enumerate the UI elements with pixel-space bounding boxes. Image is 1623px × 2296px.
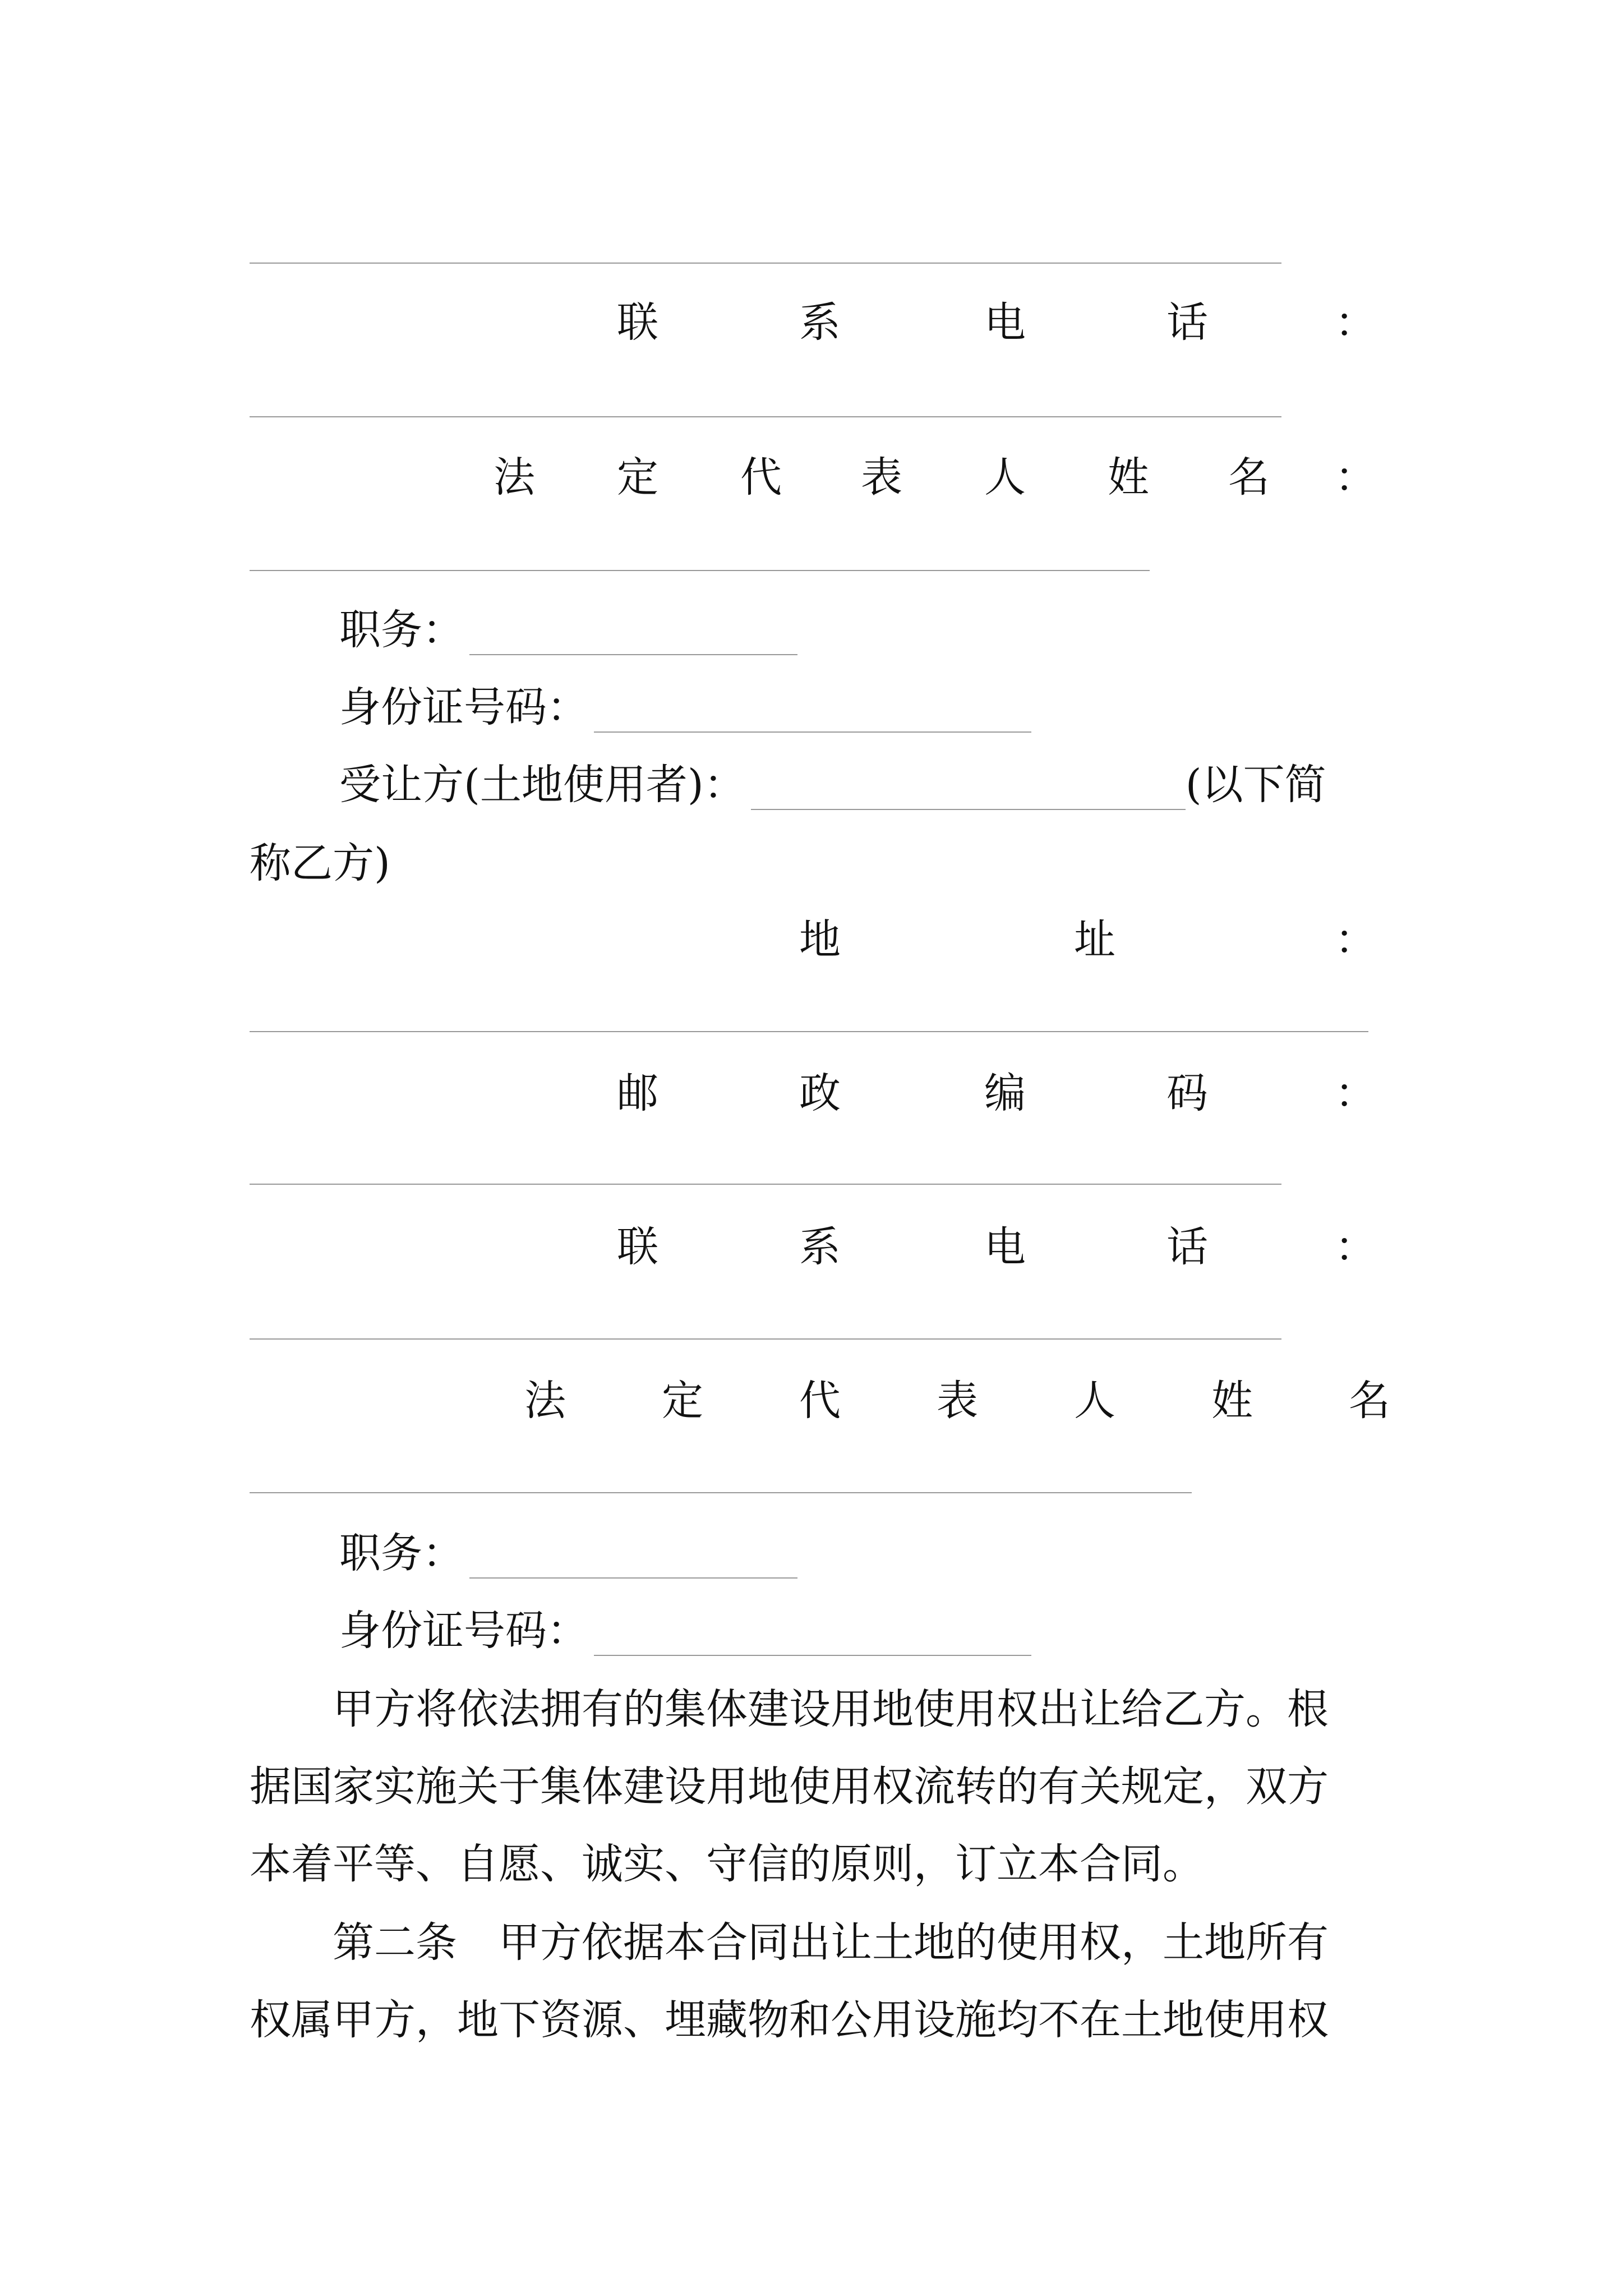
label-char: 法	[494, 453, 535, 501]
position-label: 职务：	[339, 1529, 464, 1577]
label-char: 电	[984, 1223, 1026, 1271]
transferee-label: 受让方(土地使用者)：	[339, 761, 745, 809]
text-line: 甲方将依法拥有的集体建设用地使用权出让给乙方。根	[250, 1685, 1329, 1733]
position-row	[339, 605, 797, 655]
text-line: 本着平等、自愿、诚实、守信的原则，订立本合同。	[250, 1840, 1204, 1888]
transferee-suffix: (以下简	[1185, 761, 1326, 809]
label-char: 名	[1228, 453, 1270, 501]
label-char: 定	[662, 1377, 703, 1425]
id-number-label: 身份证号码：	[339, 1607, 588, 1655]
transferee-cont-text: 称乙方)	[250, 839, 390, 887]
transferee-heading-cont	[250, 838, 390, 889]
label-char: 码	[1166, 1069, 1208, 1117]
colon: ：	[1335, 1223, 1376, 1271]
label-char: 系	[799, 1223, 841, 1271]
label-char: 表	[937, 1377, 978, 1425]
text-line: 第二条 甲方依据本合同出让土地的使用权，土地所有	[250, 1918, 1329, 1967]
colon: ：	[1335, 1069, 1376, 1117]
position-blank	[469, 615, 797, 655]
legal-rep-field-line-b	[250, 1492, 1192, 1493]
text-line: 权属甲方，地下资源、埋藏物和公用设施均不在土地使用权	[250, 1996, 1329, 2044]
blank-line	[250, 263, 1281, 264]
id-number-blank	[594, 692, 1031, 733]
label-char: 姓	[1108, 453, 1149, 501]
position-blank	[469, 1538, 797, 1579]
label-char: 法	[524, 1377, 566, 1425]
label-char: 系	[799, 298, 841, 347]
transferee-blank	[751, 770, 1186, 810]
id-number-label: 身份证号码：	[339, 683, 588, 731]
label-char: 政	[799, 1069, 841, 1117]
label-char: 表	[861, 453, 902, 501]
article-two	[250, 1904, 1329, 2059]
legal-rep-field-line	[250, 570, 1150, 571]
label-char: 电	[984, 298, 1026, 347]
transferee-heading	[339, 760, 1394, 810]
label-char: 联	[617, 1223, 658, 1271]
phone-field-line	[250, 416, 1281, 417]
id-number-row-b	[339, 1605, 1031, 1656]
label-char: 姓	[1211, 1377, 1253, 1425]
colon: ：	[1335, 298, 1376, 347]
id-number-row	[339, 682, 1031, 733]
id-number-blank	[594, 1616, 1031, 1656]
label-char: 名	[1349, 1377, 1390, 1425]
label-char: 人	[1074, 1377, 1115, 1425]
position-label: 职务：	[339, 606, 464, 654]
address-field-line	[250, 1031, 1368, 1032]
label-char: 址	[1074, 915, 1115, 964]
text-line: 据国家实施关于集体建设用地使用权流转的有关规定，双方	[250, 1763, 1329, 1811]
colon: ：	[1335, 915, 1376, 964]
label-char: 定	[617, 453, 658, 501]
postcode-field-line	[250, 1184, 1281, 1185]
phone-field-line-b	[250, 1338, 1281, 1340]
label-char: 话	[1166, 1223, 1208, 1271]
label-char: 联	[617, 298, 658, 347]
label-char: 代	[740, 453, 782, 501]
colon: ：	[1335, 453, 1376, 501]
label-char: 人	[984, 453, 1026, 501]
label-char: 邮	[617, 1069, 658, 1117]
label-char: 代	[799, 1377, 841, 1425]
contract-preamble	[250, 1671, 1329, 1903]
label-char: 地	[799, 915, 841, 964]
position-row-b	[339, 1528, 797, 1579]
label-char: 编	[984, 1069, 1026, 1117]
label-char: 话	[1166, 298, 1208, 347]
